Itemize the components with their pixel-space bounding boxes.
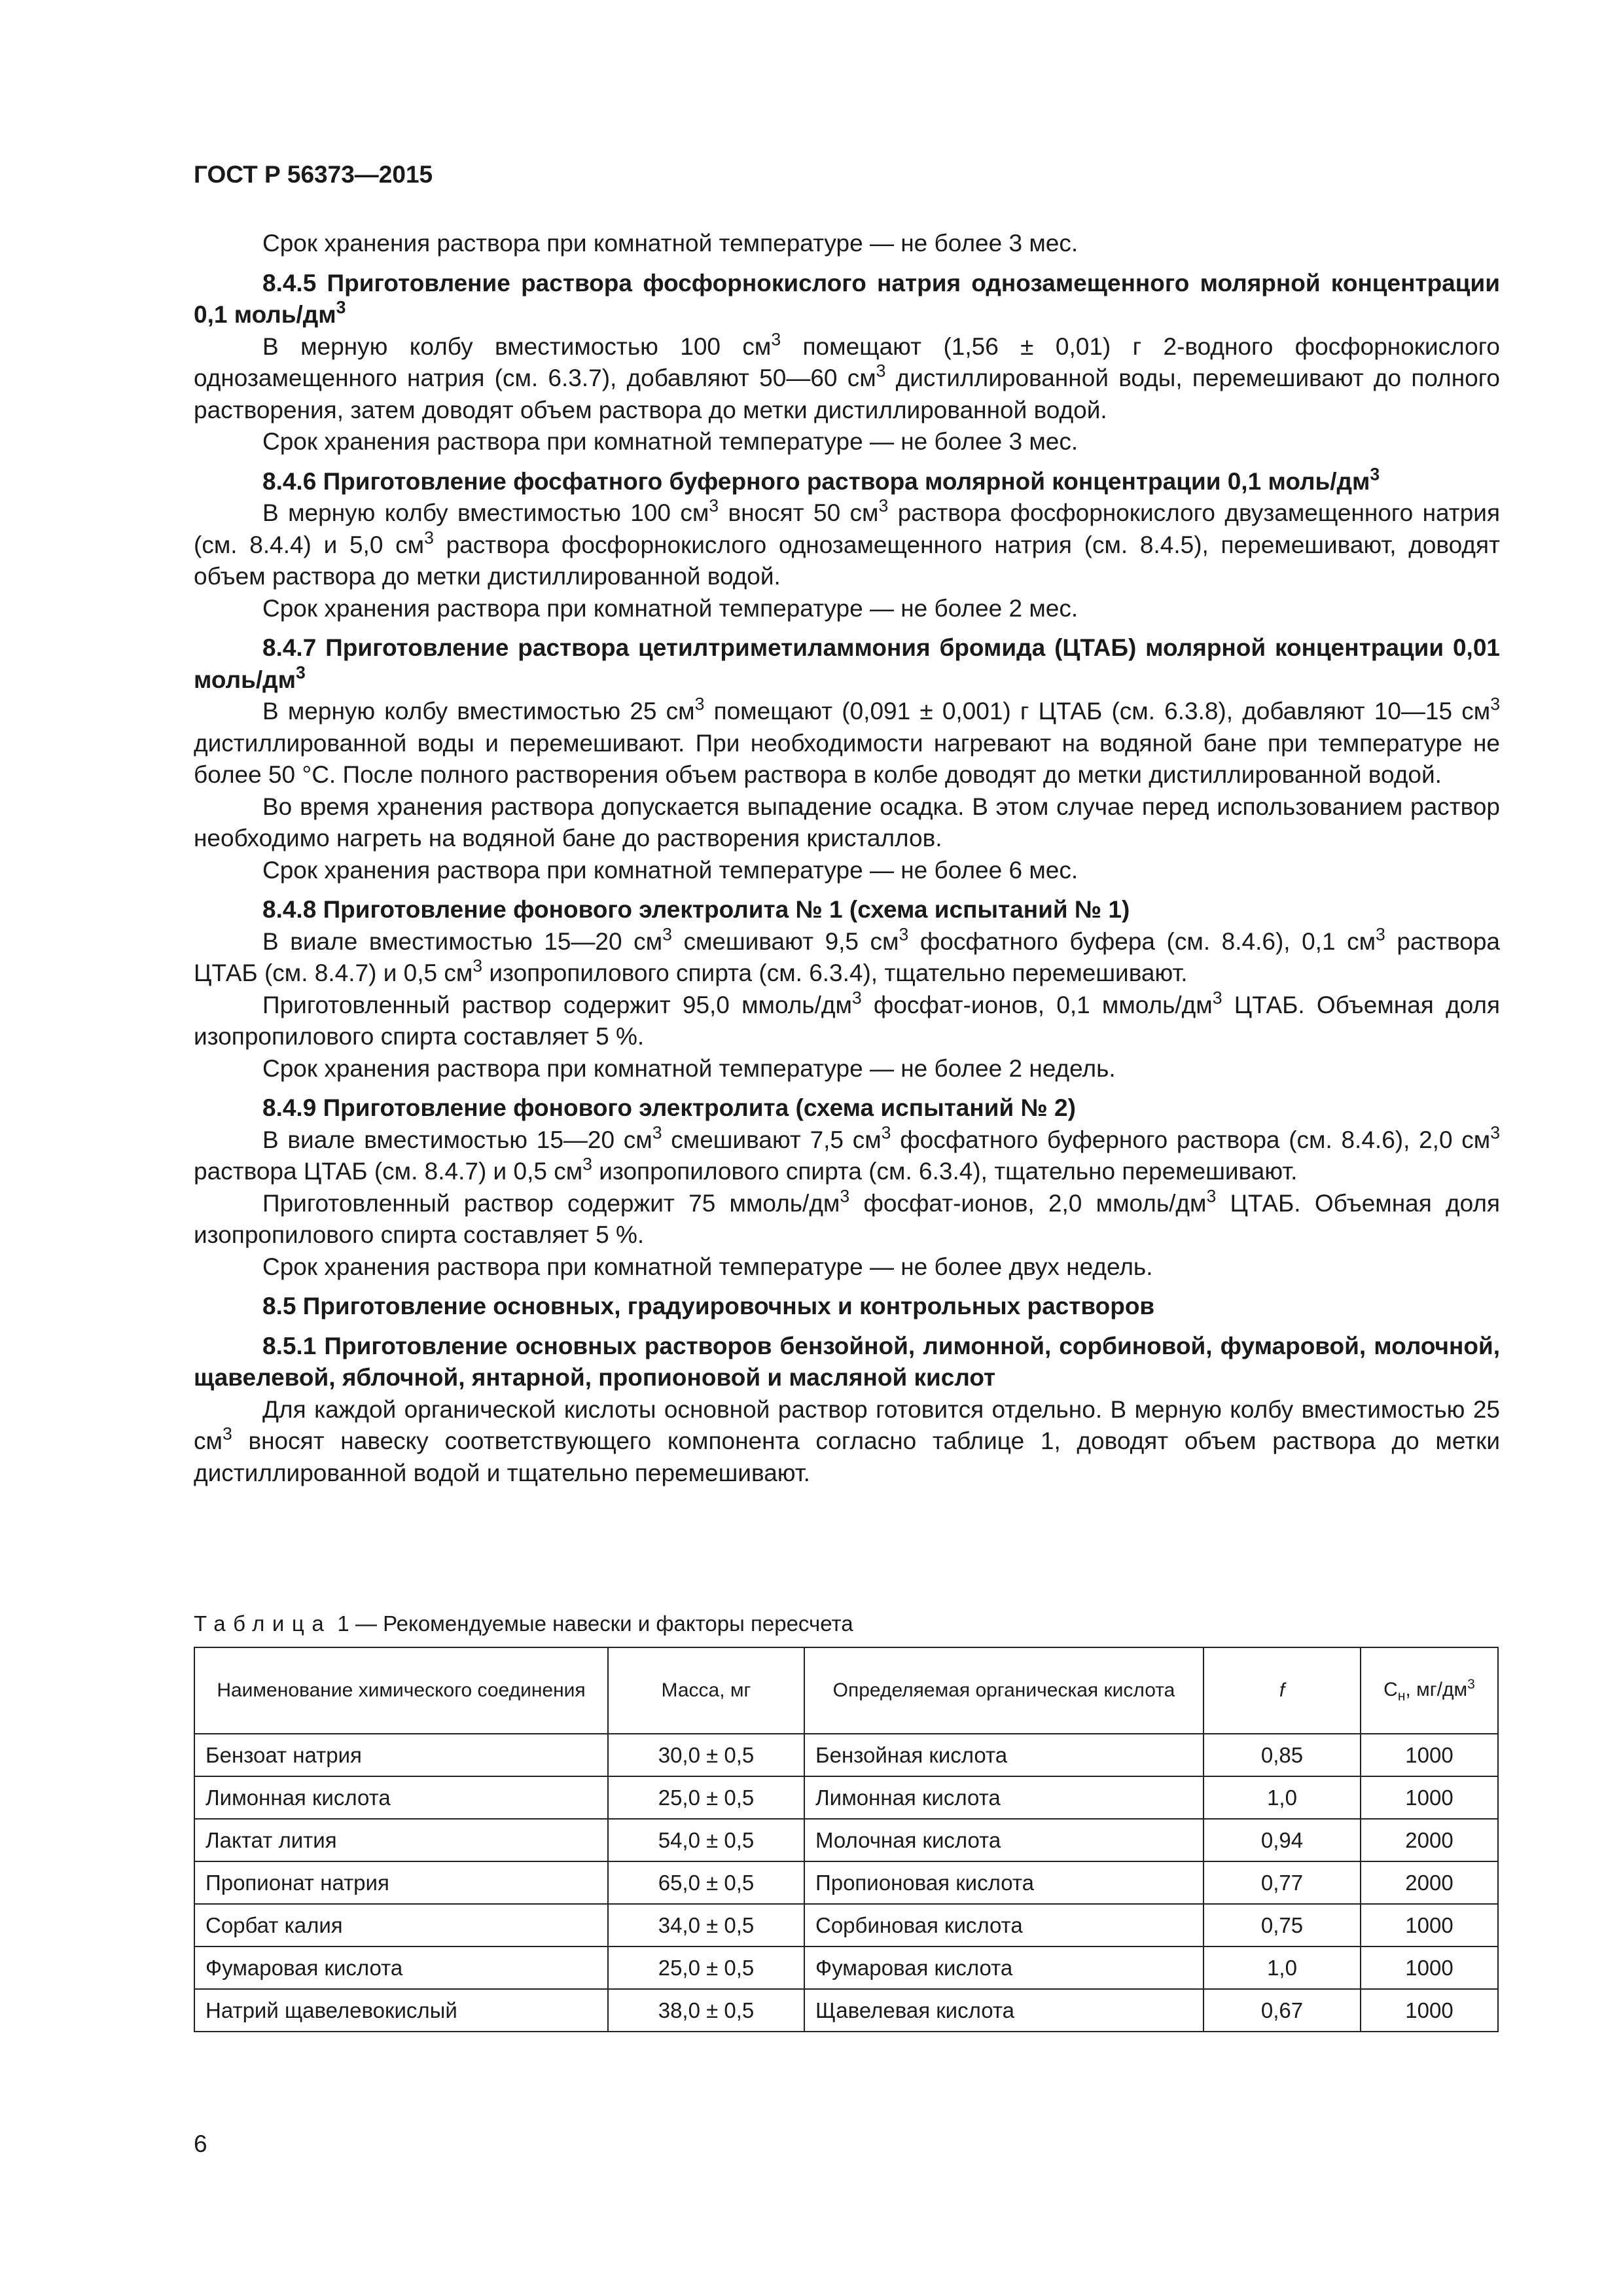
table-cell: 1000 <box>1361 1904 1498 1946</box>
table-row <box>194 1819 1498 1861</box>
paragraph: В мерную колбу вместимостью 100 $см^3$ помещают (1,56 ± 0,01) г 2-водного фосфорнокислого однозамещенного натрия (см. 6.3.7), добавляют 50—60 $см^3$ дистиллированной воды, перемешивают до полного растворения, затем доводят объем раствора до метки дистиллированной водой. <box>194 329 1500 423</box>
section-heading: 8.4.7 Приготовление раствора цетилтриметиламмония бромида (ЦТАБ) молярной концентрации 0,01 моль/$дм^3$ <box>194 634 1500 693</box>
paragraph: Срок хранения раствора при комнатной температуре — не более двух недель. <box>262 1253 1153 1280</box>
recommended-weights-table <box>194 1647 1499 2032</box>
paragraph: В мерную колбу вместимостью 25 $см^3$ помещают (0,091 ± 0,001) г ЦТАБ (см. 6.3.8), добавляют 10—15 $см^3$ дистиллированной воды и перемешивают. При необходимости нагревают на водяной бане при температуре не более 50 °С. После полного растворения объем раствора в колбе доводят до метки дистиллированной водой. <box>194 694 1501 788</box>
paragraph: В виале вместимостью 15—20 $см^3$ смешивают 7,5 $см^3$ фосфатного буферного раствора (см. 8.4.6), 2,0 $см^3$ раствора ЦТАБ (см. 8.4.7) и 0,5 $см^3$ изопропилового спирта (см. 6.3.4), тщательно перемешивают. <box>194 1122 1500 1185</box>
table-cell: 1,0 <box>1204 1946 1361 1989</box>
paragraph: Срок хранения раствора при комнатной температуре — не более 2 недель. <box>262 1054 1116 1082</box>
table-cell: Натрий щавелевокислый <box>194 1989 608 2032</box>
table-cell: Щавелевая кислота <box>804 1989 1204 2032</box>
section-heading: 8.4.9 Приготовление фонового электролита (схема испытаний № 2) <box>262 1094 1076 1121</box>
page-number: 6 <box>194 2130 207 2157</box>
table-cell: 34,0 ± 0,5 <box>608 1904 804 1946</box>
table-cell: Молочная кислота <box>804 1819 1204 1861</box>
table-row <box>194 1776 1498 1819</box>
table-cell: 1000 <box>1361 1989 1498 2032</box>
table-cell: Фумаровая кислота <box>194 1946 608 1989</box>
table-cell: 65,0 ± 0,5 <box>608 1861 804 1904</box>
table-cell: 30,0 ± 0,5 <box>608 1734 804 1776</box>
paragraph: Срок хранения раствора при комнатной температуре — не более 6 мес. <box>262 856 1079 884</box>
section-heading: 8.4.6 Приготовление фосфатного буферного раствора молярной концентрации 0,1 моль/$дм^3$ <box>262 463 1380 495</box>
table-header-cell: Масса, мг <box>608 1647 804 1734</box>
paragraph: В мерную колбу вместимостью 100 $см^3$ вносят 50 $см^3$ раствора фосфорнокислого двузамещенного натрия (см. 8.4.4) и 5,0 $см^3$ раствора фосфорнокислого однозамещенного натрия (см. 8.4.5), перемешивают, доводят объем раствора до метки дистиллированной водой. <box>194 495 1500 590</box>
table-cell: 0,67 <box>1204 1989 1361 2032</box>
table-caption-word: Таблица <box>194 1611 332 1636</box>
table-row <box>194 1861 1498 1904</box>
table-cell: 54,0 ± 0,5 <box>608 1819 804 1861</box>
table-header-cell: f <box>1204 1647 1361 1734</box>
table-cell: 0,75 <box>1204 1904 1361 1946</box>
table-row <box>194 1904 1498 1946</box>
paragraph: Срок хранения раствора при комнатной температуре — не более 2 мес. <box>262 594 1079 622</box>
table-cell: 1000 <box>1361 1946 1498 1989</box>
section-heading: 8.5 Приготовление основных, градуировочных и контрольных растворов <box>262 1293 1155 1319</box>
paragraph: Срок хранения раствора при комнатной температуре — не более 3 мес. <box>262 428 1079 455</box>
table-cell: 2000 <box>1361 1861 1498 1904</box>
table-cell: 1000 <box>1361 1734 1498 1776</box>
table-cell: 25,0 ± 0,5 <box>608 1776 804 1819</box>
table-cell: Фумаровая кислота <box>804 1946 1204 1989</box>
table-cell: Лактат лития <box>194 1819 608 1861</box>
section-heading: 8.4.8 Приготовление фонового электролита № 1 (схема испытаний № 1) <box>262 896 1130 923</box>
paragraph: В виале вместимостью 15—20 $см^3$ смешивают 9,5 $см^3$ фосфатного буфера (см. 8.4.6), 0,1 $см^3$ раствора ЦТАБ (см. 8.4.7) и 0,5 $см^3$ изопропилового спирта (см. 6.3.4), тщательно перемешивают. <box>194 924 1500 986</box>
table-row <box>194 1734 1498 1776</box>
table-cell: Бензойная кислота <box>804 1734 1204 1776</box>
table-cell: 25,0 ± 0,5 <box>608 1946 804 1989</box>
table-cell: Бензоат натрия <box>194 1734 608 1776</box>
table-cell: 1000 <box>1361 1776 1498 1819</box>
table-cell: Лимонная кислота <box>804 1776 1204 1819</box>
table-header-cell: Определяемая органическая кислота <box>804 1647 1204 1734</box>
table-cell: 1,0 <box>1204 1776 1361 1819</box>
table-cell: Лимонная кислота <box>194 1776 608 1819</box>
table-header-row <box>194 1647 1498 1734</box>
table-cell: Пропионат натрия <box>194 1861 608 1904</box>
table-caption-title: 1 — Рекомендуемые навески и факторы пересчета <box>337 1611 853 1636</box>
table-row <box>194 1946 1498 1989</box>
paragraph: Приготовленный раствор содержит 75 ммоль/$дм^3$ фосфат-ионов, 2,0 ммоль/$дм^3$ ЦТАБ. Объемная доля изопропилового спирта составляет 5 %. <box>194 1185 1501 1248</box>
table-cell: Сорбиновая кислота <box>804 1904 1204 1946</box>
table-cell: 38,0 ± 0,5 <box>608 1989 804 2032</box>
table-cell: 0,85 <box>1204 1734 1361 1776</box>
table-cell: Пропионовая кислота <box>804 1861 1204 1904</box>
document-header: ГОСТ Р 56373—2015 <box>194 161 433 188</box>
paragraph: Срок хранения раствора при комнатной температуре — не более 3 мес. <box>262 230 1079 257</box>
table-caption <box>194 1611 853 1636</box>
paragraph: Приготовленный раствор содержит 95,0 ммоль/$дм^3$ фосфат-ионов, 0,1 ммоль/$дм^3$ ЦТАБ. Объемная доля изопропилового спирта составляет 5 %. <box>194 987 1500 1050</box>
paragraph: Для каждой органической кислоты основной раствор готовится отдельно. В мерную колбу вместимостью 25 $см^3$ вносят навеску соответствующего компонента согласно таблице 1, доводят объем раствора до метки дистиллированной водой и тщательно перемешивают. <box>194 1395 1500 1486</box>
table-row <box>194 1989 1498 2032</box>
paragraph: Во время хранения раствора допускается выпадение осадка. В этом случае перед использованием раствор необходимо нагреть на водяной бане до растворения кристаллов. <box>194 793 1500 852</box>
table-cell: 0,94 <box>1204 1819 1361 1861</box>
table-body <box>194 1734 1498 2032</box>
table-cell: 2000 <box>1361 1819 1498 1861</box>
table-cell: 0,77 <box>1204 1861 1361 1904</box>
table-header-cell: $С_н$, $мг/дм^3$ <box>1361 1647 1498 1734</box>
table-cell: Сорбат калия <box>194 1904 608 1946</box>
document-body <box>194 228 1500 1489</box>
section-heading: 8.5.1 Приготовление основных растворов бензойной, лимонной, сорбиновой, фумаровой, молочной, щавелевой, яблочной, янтарной, пропионовой и масляной кислот <box>194 1332 1500 1391</box>
table-header-cell: Наименование химического соединения <box>194 1647 608 1734</box>
section-heading: 8.4.5 Приготовление раствора фосфорнокислого натрия однозамещенного молярной концентрации 0,1 моль/$дм^3$ <box>194 269 1500 328</box>
